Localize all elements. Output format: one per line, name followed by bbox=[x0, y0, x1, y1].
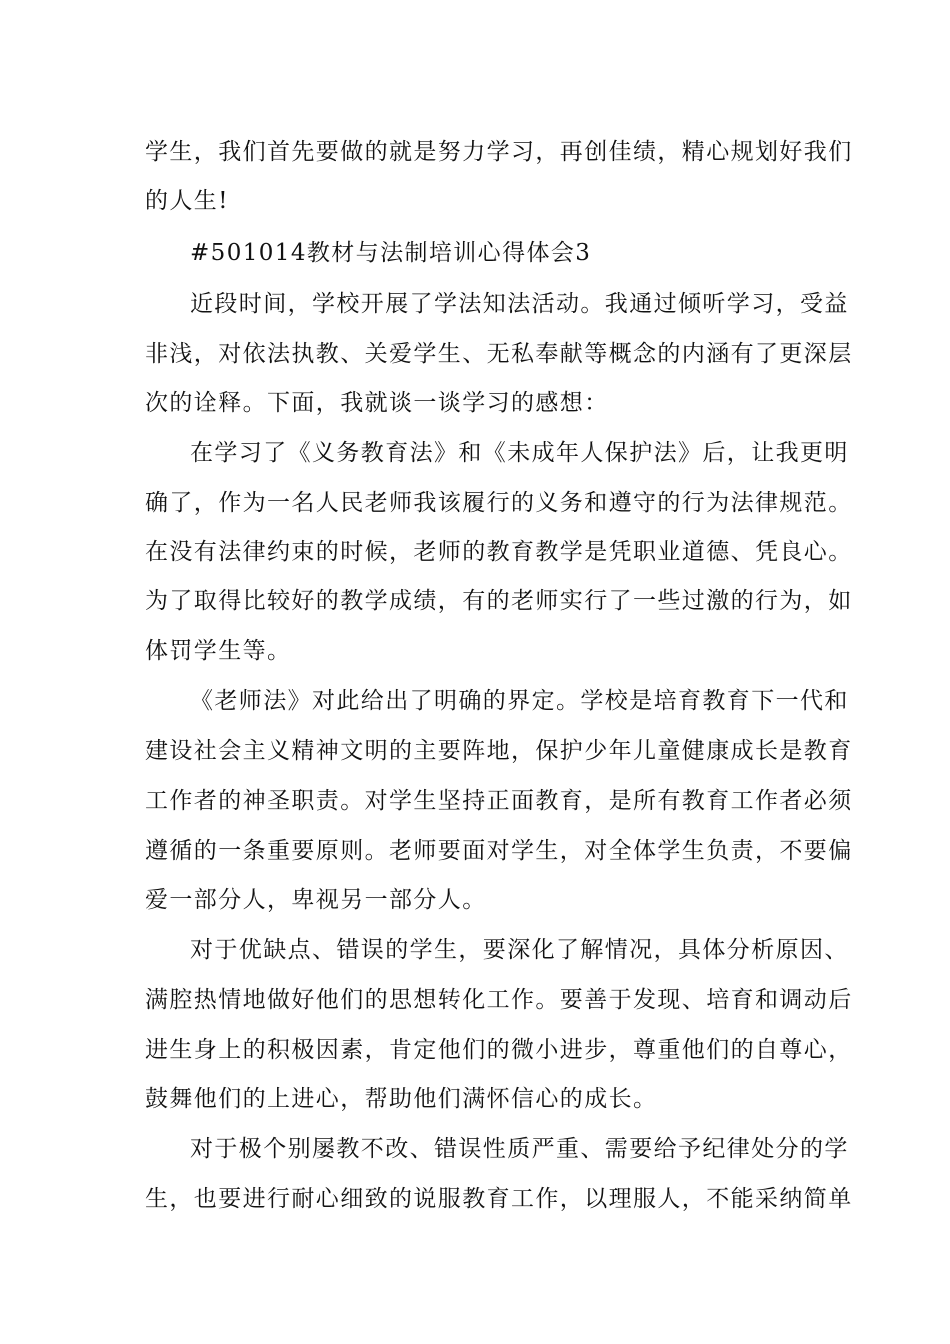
text-line: 为了取得比较好的教学成绩，有的老师实行了一些过激的行为，如 bbox=[145, 588, 853, 614]
text-line: 的人生! bbox=[145, 188, 229, 214]
text-line: 确了，作为一名人民老师我该履行的义务和遵守的行为法律规范。 bbox=[145, 490, 853, 516]
text-line: 满腔热情地做好他们的思想转化工作。要善于发现、培育和调动后 bbox=[145, 987, 853, 1013]
text-line: 非浅，对依法执教、关爱学生、无私奉献等概念的内涵有了更深层 bbox=[145, 341, 853, 367]
text-line: 建设社会主义精神文明的主要阵地，保护少年儿童健康成长是教育 bbox=[145, 738, 853, 764]
text-line: 近段时间，学校开展了学法知法活动。我通过倾听学习，受益 bbox=[190, 291, 849, 317]
text-line: 在没有法律约束的时候，老师的教育教学是凭职业道德、凭良心。 bbox=[145, 539, 853, 565]
text-line: 体罚学生等。 bbox=[145, 638, 292, 664]
text-line: 对于优缺点、错误的学生，要深化了解情况，具体分析原因、 bbox=[190, 937, 849, 963]
text-line: 生，也要进行耐心细致的说服教育工作，以理服人，不能采纳简单 bbox=[145, 1186, 853, 1212]
text-line: 工作者的神圣职责。对学生坚持正面教育，是所有教育工作者必须 bbox=[145, 788, 853, 814]
text-line: 进生身上的积极因素，肯定他们的微小进步，尊重他们的自尊心， bbox=[145, 1037, 853, 1063]
text-line: 学生，我们首先要做的就是努力学习，再创佳绩，精心规划好我们 bbox=[145, 139, 853, 165]
text-line: 在学习了《义务教育法》和《未成年人保护法》后，让我更明 bbox=[190, 440, 849, 466]
text-line: 鼓舞他们的上进心，帮助他们满怀信心的成长。 bbox=[145, 1086, 658, 1112]
text-line: 次的诠释。下面，我就谈一谈学习的感想： bbox=[145, 390, 609, 416]
text-line: 遵循的一条重要原则。老师要面对学生，对全体学生负责，不要偏 bbox=[145, 838, 853, 864]
text-line: 对于极个别屡教不改、错误性质严重、需要给予纪律处分的学 bbox=[190, 1136, 849, 1162]
text-line: 爱一部分人，卑视另一部分人。 bbox=[145, 887, 487, 913]
text-line: 《老师法》对此给出了明确的界定。学校是培育教育下一代和 bbox=[190, 688, 849, 714]
section-heading: #501014教材与法制培训心得体会3 bbox=[190, 240, 592, 266]
